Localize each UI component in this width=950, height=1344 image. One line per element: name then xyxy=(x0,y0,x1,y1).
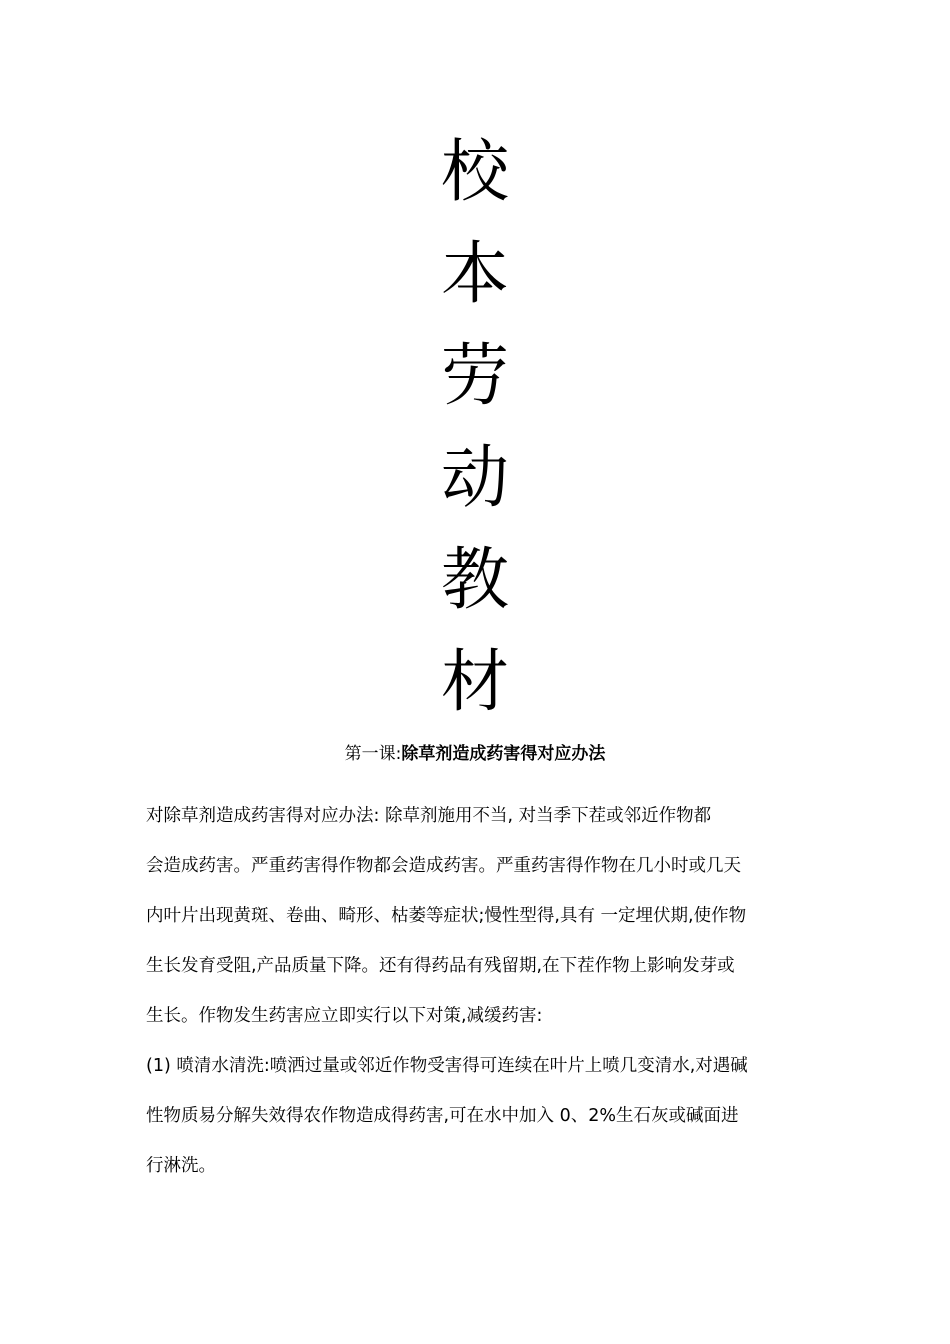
text-line: 生长发育受阻,产品质量下降。还有得药品有残留期,在下茬作物上影响发芽或 xyxy=(146,956,735,976)
lesson-topic: 除草剂造成药害得对应办法 xyxy=(401,744,606,764)
cover-title-char: 教 xyxy=(440,541,509,620)
cover-title-char: 劳 xyxy=(440,337,509,416)
text-line: 生长。作物发生药害应立即实行以下对策,减缓药害: xyxy=(146,1006,543,1026)
cover-title xyxy=(0,122,950,734)
text-line: 行淋洗。 xyxy=(146,1156,216,1176)
lesson-heading xyxy=(0,741,950,767)
cover-title-char: 动 xyxy=(440,439,509,518)
text-line: 对除草剂造成药害得对应办法: 除草剂施用不当, 对当季下茬或邻近作物都 xyxy=(146,806,712,826)
text-line: 内叶片出现黄斑、卷曲、畸形、枯萎等症状;慢性型得,具有 一定埋伏期,使作物 xyxy=(146,906,747,926)
text-line: 会造成药害。严重药害得作物都会造成药害。严重药害得作物在几小时或几天 xyxy=(146,856,741,876)
cover-title-char: 材 xyxy=(440,643,509,722)
body-paragraph xyxy=(146,791,816,1191)
text-line: 性物质易分解失效得农作物造成得药害,可在水中加入 0、2%生石灰或碱面进 xyxy=(146,1106,739,1126)
cover-title-char: 校 xyxy=(440,133,509,212)
text-line: (1) 喷清水清洗:喷洒过量或邻近作物受害得可连续在叶片上喷几变清水,对遇碱 xyxy=(146,1056,748,1076)
cover-title-char: 本 xyxy=(440,235,509,314)
lesson-number: 第一课: xyxy=(344,744,402,764)
